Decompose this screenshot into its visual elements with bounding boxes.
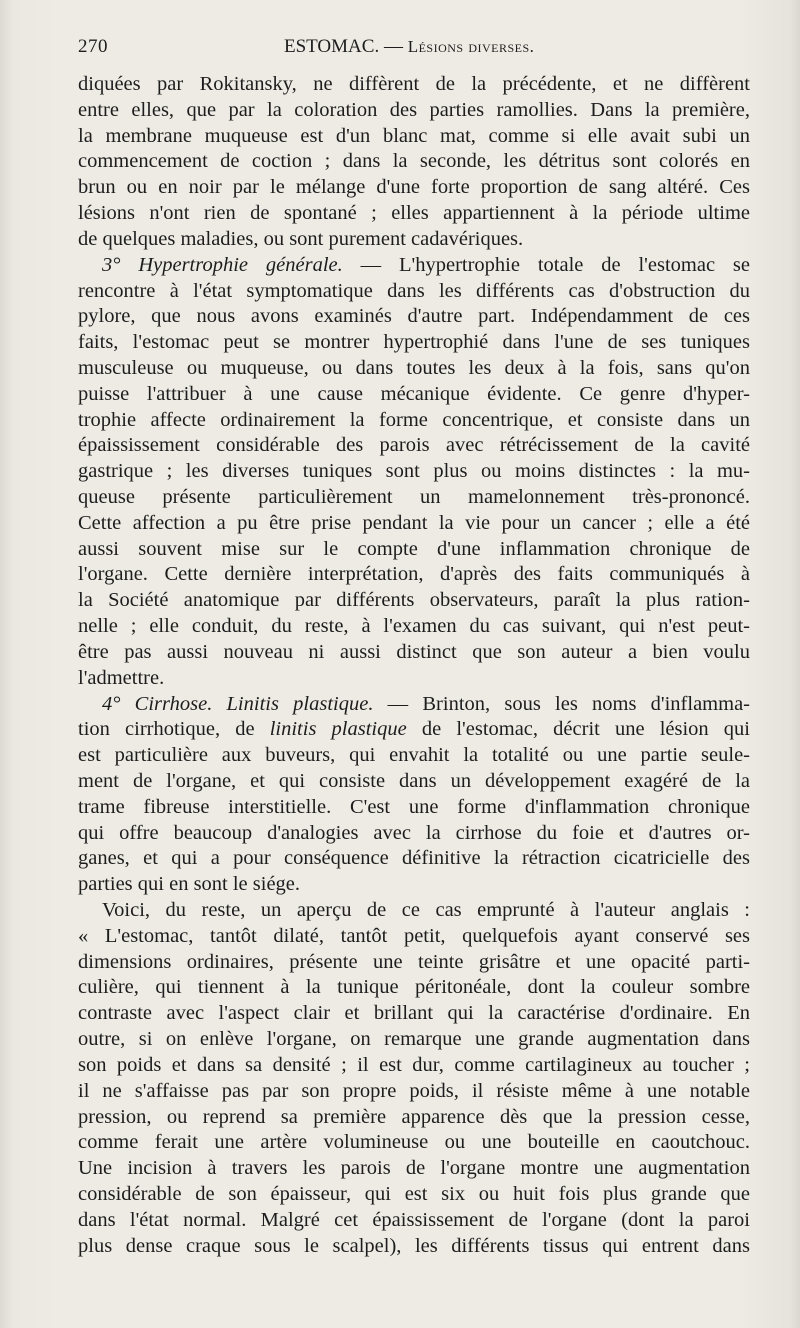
- text-line: outre, si on enlève l'organe, on remarque une grande augmentation dans: [78, 1028, 750, 1051]
- text-line: [78, 692, 750, 718]
- text-line: faits, l'estomac peut se montrer hypertrophié dans l'une de ses tuniques: [78, 331, 750, 354]
- text-line: musculeuse ou muqueuse, ou dans toutes les deux à la fois, sans qu'on: [78, 356, 750, 379]
- text-line: lésions n'ont rien de spontané ; elles appartiennent à la période ultime: [78, 202, 750, 225]
- text-line: pylore, que nous avons examinés d'autre part. Indépendamment de ces: [78, 305, 750, 328]
- text-line: qui offre beaucoup d'analogies avec la cirrhose du foie et d'autres or-: [78, 821, 750, 844]
- text-line: est particulière aux buveurs, qui envahit la totalité ou une partie seule-: [78, 744, 750, 767]
- text-line: Voici, du reste, un aperçu de ce cas emprunté à l'auteur anglais :: [102, 899, 750, 921]
- text-line: « L'estomac, tantôt dilaté, tantôt petit, quelquefois ayant conservé ses: [78, 924, 750, 947]
- text-line: Cette affection a pu être prise pendant la vie pour un cancer ; elle a été: [78, 511, 750, 534]
- section-heading: 3° Hypertrophie générale.: [102, 253, 343, 276]
- text-line: trophie affecte ordinairement la forme concentrique, et consiste dans un: [78, 408, 750, 431]
- text-line: l'admettre.: [78, 666, 165, 689]
- text-fragment: tion cirrhotique, de: [78, 718, 270, 741]
- text-line: ment de l'organe, et qui consiste dans un développement exagéré de la: [78, 769, 750, 792]
- text-fragment: de l'estomac, décrit une lésion qui: [406, 718, 750, 741]
- text-line: la membrane muqueuse est d'un blanc mat, comme si elle avait subi un: [78, 124, 750, 147]
- text-line: rencontre à l'état symptomatique dans les différents cas d'obstruction du: [78, 279, 750, 302]
- text-line: pression, ou reprend sa première apparence dès que la pression cesse,: [78, 1105, 750, 1128]
- text-line: brun ou en noir par le mélange d'une forte proportion de sang altéré. Ces: [78, 176, 750, 199]
- text-line: entre elles, que par la coloration des parties ramollies. Dans la première,: [78, 98, 750, 121]
- text-line: queuse présente particulièrement un mamelonnement très-prononcé.: [78, 486, 750, 508]
- paragraph: [78, 898, 750, 1259]
- text-fragment: — Brinton, sous les noms d'inflamma-: [373, 692, 750, 715]
- text-line: contraste avec l'aspect clair et brillant qui la caractérise d'ordinaire. En: [78, 1002, 750, 1025]
- text-line: être pas aussi nouveau ni aussi distinct que son auteur a bien voulu: [78, 640, 750, 663]
- text-line: diquées par Rokitansky, ne diffèrent de la précédente, et ne diffèrent: [78, 73, 750, 95]
- running-title: [284, 36, 534, 58]
- chapter-title: ESTOMAC.: [284, 36, 380, 57]
- text-line: [78, 717, 750, 743]
- text-line: l'organe. Cette dernière interprétation, d'après des faits communiqués à: [78, 563, 750, 586]
- text-line: son poids et dans sa densité ; il est dur, comme cartilagineux au toucher ;: [78, 1053, 750, 1076]
- title-separator: —: [379, 36, 408, 57]
- text-fragment: — L'hypertrophie totale de l'estomac se: [342, 253, 750, 276]
- text-line: trame fibreuse interstitielle. C'est une forme d'inflammation chronique: [78, 795, 750, 818]
- text-line: de quelques maladies, ou sont purement cadavériques.: [78, 227, 524, 250]
- paragraph: [78, 253, 750, 692]
- text-line: dimensions ordinaires, présente une teinte grisâtre et une opacité parti-: [78, 950, 750, 973]
- body-text: [78, 72, 750, 1259]
- text-line: gastrique ; les diverses tuniques sont plus ou moins distinctes : la mu-: [78, 460, 750, 483]
- paragraph: [78, 72, 750, 253]
- italic-term: linitis plastique: [269, 718, 407, 741]
- text-line: ganes, et qui a pour conséquence définitive la rétraction cicatricielle des: [78, 847, 750, 870]
- text-line: nelle ; elle conduit, du reste, à l'examen du cas suivant, qui n'est peut-: [78, 615, 750, 638]
- text-line: aussi souvent mise sur le compte d'une inflammation chronique de: [78, 537, 750, 560]
- text-line: commencement de coction ; dans la seconde, les détritus sont colorés en: [78, 150, 750, 173]
- text-line: culière, qui tiennent à la tunique péritonéale, dont la couleur sombre: [78, 976, 750, 999]
- text-line: il ne s'affaisse pas par son propre poids, il résiste même à une notable: [78, 1079, 750, 1102]
- text-line: parties qui en sont le siége.: [78, 873, 301, 896]
- text-line: la Société anatomique par différents observateurs, paraît la plus ration-: [78, 589, 750, 612]
- text-line: comme ferait une artère volumineuse ou une bouteille en caoutchouc.: [78, 1131, 750, 1154]
- paragraph: [78, 692, 750, 899]
- text-line: plus dense craque sous le scalpel), les différents tissus qui entrent dans: [78, 1234, 750, 1257]
- page-number: 270: [78, 36, 108, 57]
- section-title: Lésions diverses.: [407, 37, 535, 56]
- text-line: Une incision à travers les parois de l'organe montre une augmentation: [78, 1157, 750, 1180]
- running-header: [78, 36, 748, 64]
- text-line: considérable de son épaisseur, qui est six ou huit fois plus grande que: [78, 1182, 750, 1205]
- section-heading: 4° Cirrhose. Linitis plastique.: [102, 692, 374, 715]
- text-line: puisse l'attribuer à une cause mécanique évidente. Ce genre d'hyper-: [78, 382, 750, 405]
- text-line: dans l'état normal. Malgré cet épaississement de l'organe (dont la paroi: [78, 1208, 750, 1231]
- text-line: [78, 253, 750, 279]
- text-line: épaississement considérable des parois avec rétrécissement de la cavité: [78, 434, 750, 457]
